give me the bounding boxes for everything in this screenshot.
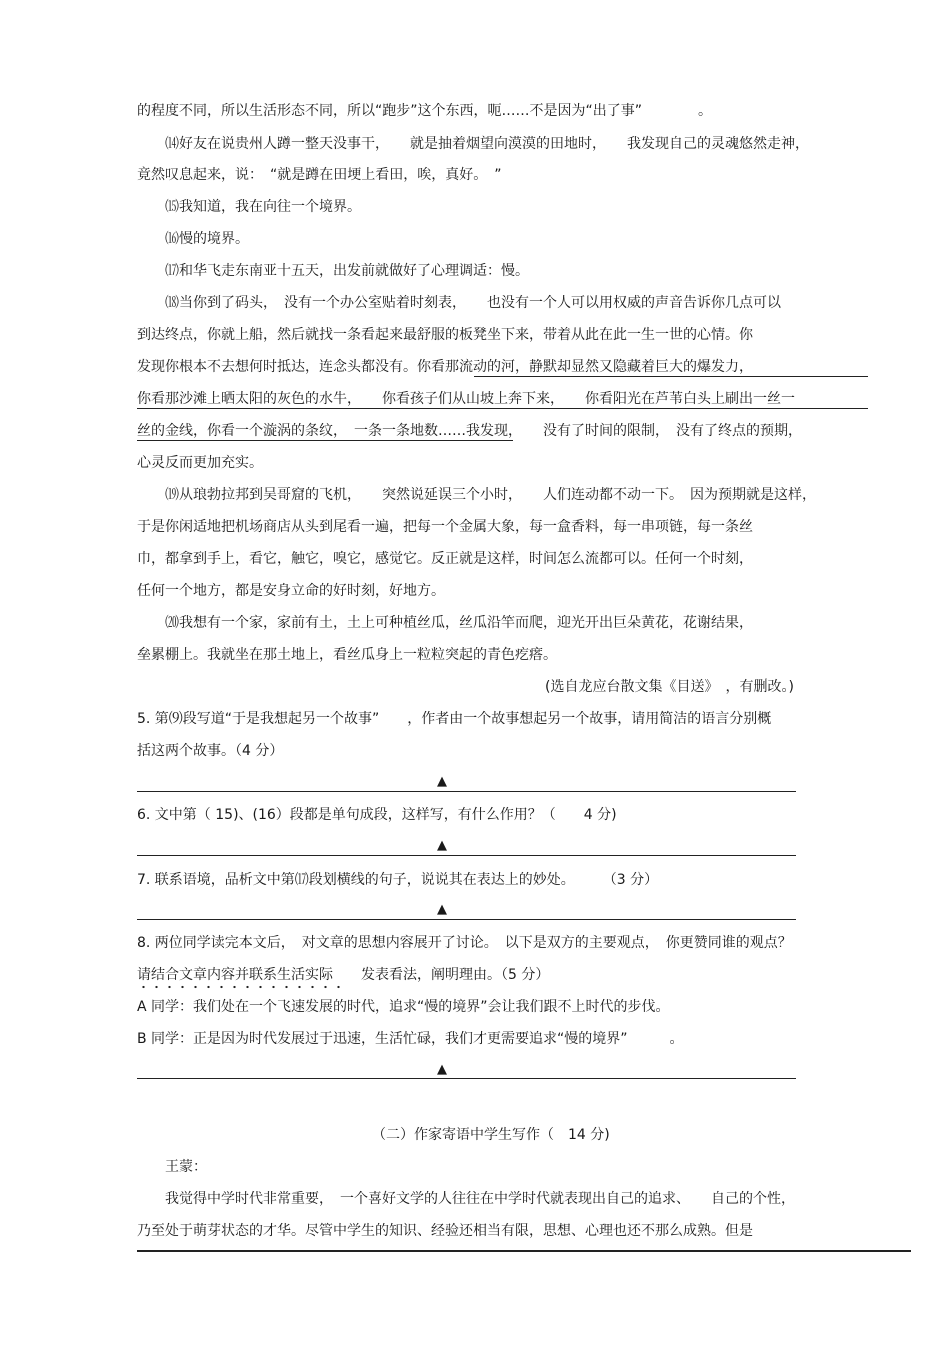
answer-line-q7[interactable] bbox=[137, 919, 796, 920]
paragraph-18-line-4: 你看那沙滩上晒太阳的灰色的水牛， 你看孩子们从山坡上奔下来， 你看阳光在芦苇白头上刷出一丝一 bbox=[137, 391, 795, 407]
paragraph-18-line-2: 到达终点，你就上船，然后就找一条看起来最舒服的板凳坐下来，带着从此在此一生一世的心情。你 bbox=[137, 327, 753, 343]
question-7: 7. 联系语境，品析文中第⒄段划横线的句子，说说其在表达上的妙处。 （3 分） bbox=[137, 872, 659, 888]
section-2-line-2: 乃至处于萌芽状态的才华。尽管中学生的知识、经验还相当有限，思想、心理也还不那么成熟。但是 bbox=[137, 1223, 753, 1239]
underline-2 bbox=[137, 408, 868, 409]
paragraph-18-line-1: ⒅当你到了码头， 没有一个办公室贴着时刻表， 也没有一个人可以用权威的声音告诉你几点可以 bbox=[165, 295, 781, 311]
section-2-line-1: 我觉得中学时代非常重要， 一个喜好文学的人往往在中学时代就表现出自己的追求、 自己的个性， bbox=[165, 1191, 795, 1207]
paragraph-15: ⒂我知道，我在向往一个境界。 bbox=[165, 199, 361, 215]
paragraph-18-line-5: 丝的金线，你看一个漩涡的条纹， 一条一条地数……我发现， 没有了时间的限制， 没有了终点的预期， bbox=[137, 423, 802, 439]
paragraph-18-line-3: 发现你根本不去想何时抵达，连念头都没有。你看那流动的河，静默却显然又隐藏着巨大的爆发力， bbox=[137, 359, 753, 375]
paragraph-14-line-2: 竟然叹息起来，说： “就是蹲在田埂上看田，唉，真好。 ” bbox=[137, 167, 502, 183]
question-5-line-2: 括这两个故事。（4 分） bbox=[137, 743, 284, 759]
paragraph-14-line-1: ⒁好友在说贵州人蹲一整天没事干， 就是抽着烟望向漠漠的田地时， 我发现自己的灵魂悠然走神， bbox=[165, 136, 809, 152]
paragraph-20-line-2: 垒累棚上。我就坐在那土地上，看丝瓜身上一粒粒突起的青色疙瘩。 bbox=[137, 647, 557, 663]
question-5-line-1: 5. 第⑼段写道“于是我想起另一个故事” ，作者由一个故事想起另一个故事，请用简洁的语言分别概 bbox=[137, 711, 772, 727]
bottom-rule bbox=[137, 1250, 911, 1252]
answer-marker-q5: ▲ bbox=[437, 774, 447, 789]
question-8-line-1: 8. 两位同学读完本文后， 对文章的思想内容展开了讨论。 以下是双方的主要观点， 你更赞同谁的观点？ bbox=[137, 935, 792, 951]
underline-3 bbox=[137, 440, 513, 441]
paragraph-20-line-1: ⒇我想有一个家，家前有土，土上可种植丝瓜，丝瓜沿竿而爬，迎光开出巨朵黄花，花谢结果， bbox=[165, 615, 753, 631]
answer-line-q5[interactable] bbox=[137, 791, 796, 792]
paragraph-19-line-1: ⒆从琅勃拉邦到吴哥窟的飞机， 突然说延误三个小时， 人们连动都不动一下。 因为预期就是这样， bbox=[165, 487, 816, 503]
question-8-view-b: B 同学：正是因为时代发展过于迅速，生活忙碌，我们才更需要追求“慢的境界” 。 bbox=[137, 1031, 684, 1047]
paragraph-19-line-4: 任何一个地方，都是安身立命的好时刻，好地方。 bbox=[137, 583, 445, 599]
section-2-heading: （二）作家寄语中学生写作（ 14 分) bbox=[372, 1127, 610, 1143]
paragraph-19-line-3: 巾，都拿到手上，看它，触它，嗅它，感觉它。反正就是这样，时间怎么流都可以。任何一个时刻， bbox=[137, 551, 753, 567]
underline-1 bbox=[474, 376, 868, 377]
paragraph-13-tail: 的程度不同，所以生活形态不同，所以“跑步”这个东西，呃……不是因为“出了事” 。 bbox=[137, 103, 713, 119]
question-6: 6. 文中第（ 15)、(16）段都是单句成段，这样写，有什么作用？（ 4 分) bbox=[137, 807, 617, 823]
section-2-author: 王蒙： bbox=[165, 1159, 207, 1175]
answer-marker-q6: ▲ bbox=[437, 838, 447, 853]
answer-marker-q8: ▲ bbox=[437, 1062, 447, 1077]
paragraph-18-line-6: 心灵反而更加充实。 bbox=[137, 455, 263, 471]
paragraph-19-line-2: 于是你闲适地把机场商店从头到尾看一遍，把每一个金属大象，每一盒香料，每一串项链，每一条丝 bbox=[137, 519, 753, 535]
paragraph-17: ⒄和华飞走东南亚十五天，出发前就做好了心理调适：慢。 bbox=[165, 263, 529, 279]
emphasis-dots bbox=[137, 985, 345, 989]
answer-line-q6[interactable] bbox=[137, 855, 796, 856]
paragraph-16: ⒃慢的境界。 bbox=[165, 231, 249, 247]
source-citation: (选自龙应台散文集《目送》 ，有删改。) bbox=[545, 679, 794, 695]
answer-marker-q7: ▲ bbox=[437, 902, 447, 917]
question-8-view-a: A 同学：我们处在一个飞速发展的时代，追求“慢的境界”会让我们跟不上时代的步伐。 bbox=[137, 999, 670, 1015]
answer-line-q8[interactable] bbox=[137, 1078, 796, 1079]
question-8-line-2: 请结合文章内容并联系生活实际 发表看法，阐明理由。（5 分） bbox=[137, 967, 550, 983]
